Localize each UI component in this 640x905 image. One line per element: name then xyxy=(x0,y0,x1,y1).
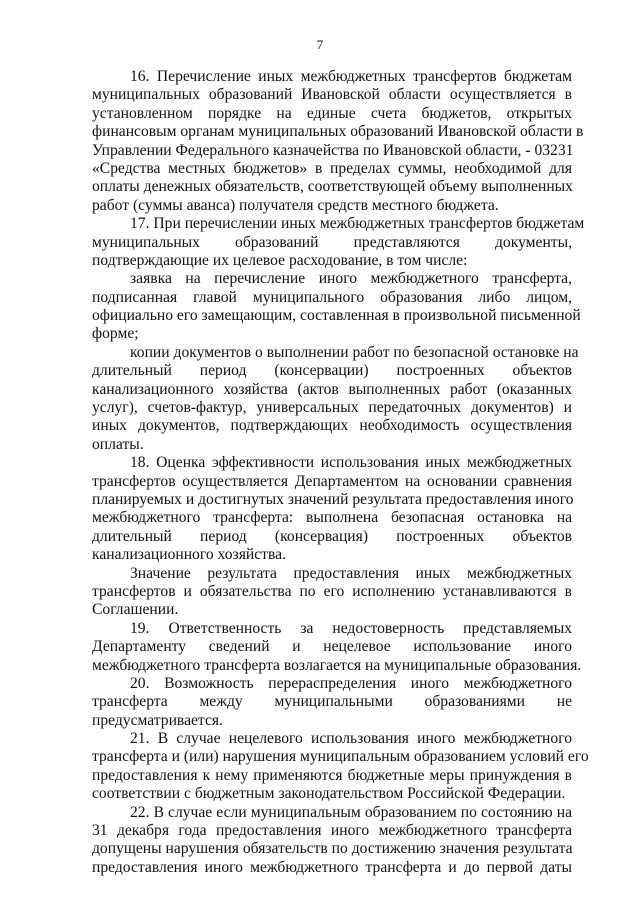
text-line: заявка на перечисление иного межбюджетного трансферта, xyxy=(130,270,572,288)
text-line: 20. Возможность перераспределения иного межбюджетного xyxy=(130,674,572,692)
text-line: копии документов о выполнении работ по безопасной остановке на xyxy=(130,343,579,361)
text-line: подтверждающие их целевое расходование, в том числе: xyxy=(92,251,468,269)
text-line: межбюджетного трансферта: выполнена безопасная остановка на xyxy=(92,509,572,527)
text-line: оплаты. xyxy=(92,435,144,453)
text-line: планируемых и достигнутых значений результата предоставления иного xyxy=(92,490,574,508)
text-line: официально его замещающим, составленная в произвольной письменной xyxy=(92,307,581,325)
text-line: трансферта и (или) нарушения муниципальным образованием условий его xyxy=(92,748,589,766)
text-line: трансферта между муниципальными образованиями не xyxy=(92,693,572,711)
text-line: трансфертов и обязательства по его исполнению устанавливаются в xyxy=(92,582,572,600)
text-line: предоставления к нему применяются бюджетные меры принуждения в xyxy=(92,766,572,784)
paragraph-p22 xyxy=(92,804,572,878)
paragraph-p17a xyxy=(92,270,581,344)
text-line: Соглашении. xyxy=(92,601,179,619)
text-line: форме; xyxy=(92,325,139,343)
text-line: длительный период (консервация) построенных объектов xyxy=(92,527,572,545)
text-line: допущены нарушения обязательств по достижению значения результата xyxy=(92,840,573,858)
paragraph-p18 xyxy=(92,454,572,564)
paragraph-p17 xyxy=(92,215,585,270)
text-line: 17. При перечислении иных межбюджетных трансфертов бюджетам xyxy=(130,215,585,233)
text-line: муниципальных образований представляются документы, xyxy=(92,233,572,251)
paragraph-p21 xyxy=(92,730,589,804)
document-body xyxy=(92,68,589,877)
text-line: оплаты денежных обязательств, соответствующей объему выполненных xyxy=(92,178,573,196)
text-line: 21. В случае нецелевого использования иного межбюджетного xyxy=(130,730,572,748)
paragraph-p17b xyxy=(92,343,579,454)
text-line: финансовым органам муниципальных образований Ивановской области в xyxy=(92,123,584,141)
text-line: канализационного хозяйства. xyxy=(92,546,286,564)
paragraph-p18a xyxy=(92,565,572,620)
text-line: межбюджетного трансферта возлагается на муниципальные образования. xyxy=(92,656,582,674)
text-line: услуг), счетов-фактур, универсальных передаточных документов) и xyxy=(92,399,572,417)
text-line: предусматривается. xyxy=(92,711,223,729)
text-line: 16. Перечисление иных межбюджетных трансфертов бюджетам xyxy=(130,68,572,85)
paragraph-p16 xyxy=(92,68,584,215)
text-line: «Средства местных бюджетов» в пределах суммы, необходимой для xyxy=(92,159,572,177)
text-line: подписанная главой муниципального образования либо лицом, xyxy=(92,288,572,306)
text-line: Значение результата предоставления иных межбюджетных xyxy=(130,564,572,582)
text-line: предоставления иного межбюджетного трансферта и до первой даты xyxy=(92,858,572,876)
text-line: канализационного хозяйства (актов выполненных работ (оказанных xyxy=(92,380,572,398)
text-line: установленном порядке на единые счета бюджетов, открытых xyxy=(92,104,572,122)
paragraph-p19 xyxy=(92,619,582,675)
paragraph-p20 xyxy=(92,675,572,730)
text-line: 31 декабря года предоставления иного межбюджетного трансферта xyxy=(92,822,572,840)
text-line: Управлении Федерального казначейства по Ивановской области, - 03231 xyxy=(92,141,574,159)
text-line: длительный период (консервации) построенных объектов xyxy=(92,362,572,380)
text-line: работ (суммы аванса) получателя средств местного бюджета. xyxy=(92,196,499,214)
text-line: Департаменту сведений и нецелевое использование иного xyxy=(92,638,572,656)
page-number: 7 xyxy=(316,37,324,52)
text-line: муниципальных образований Ивановской области осуществляется в xyxy=(92,86,572,104)
text-line: соответствии с бюджетным законодательством Российской Федерации. xyxy=(92,785,566,803)
text-line: 22. В случае если муниципальным образованием по состоянию на xyxy=(130,803,572,821)
text-line: иных документов, подтверждающих необходимость осуществления xyxy=(92,417,572,435)
text-line: 18. Оценка эффективности использования иных межбюджетных xyxy=(130,454,572,472)
text-line: 19. Ответственность за недостоверность представляемых xyxy=(130,619,572,637)
text-line: трансфертов осуществляется Департаментом на основании сравнения xyxy=(92,472,572,490)
